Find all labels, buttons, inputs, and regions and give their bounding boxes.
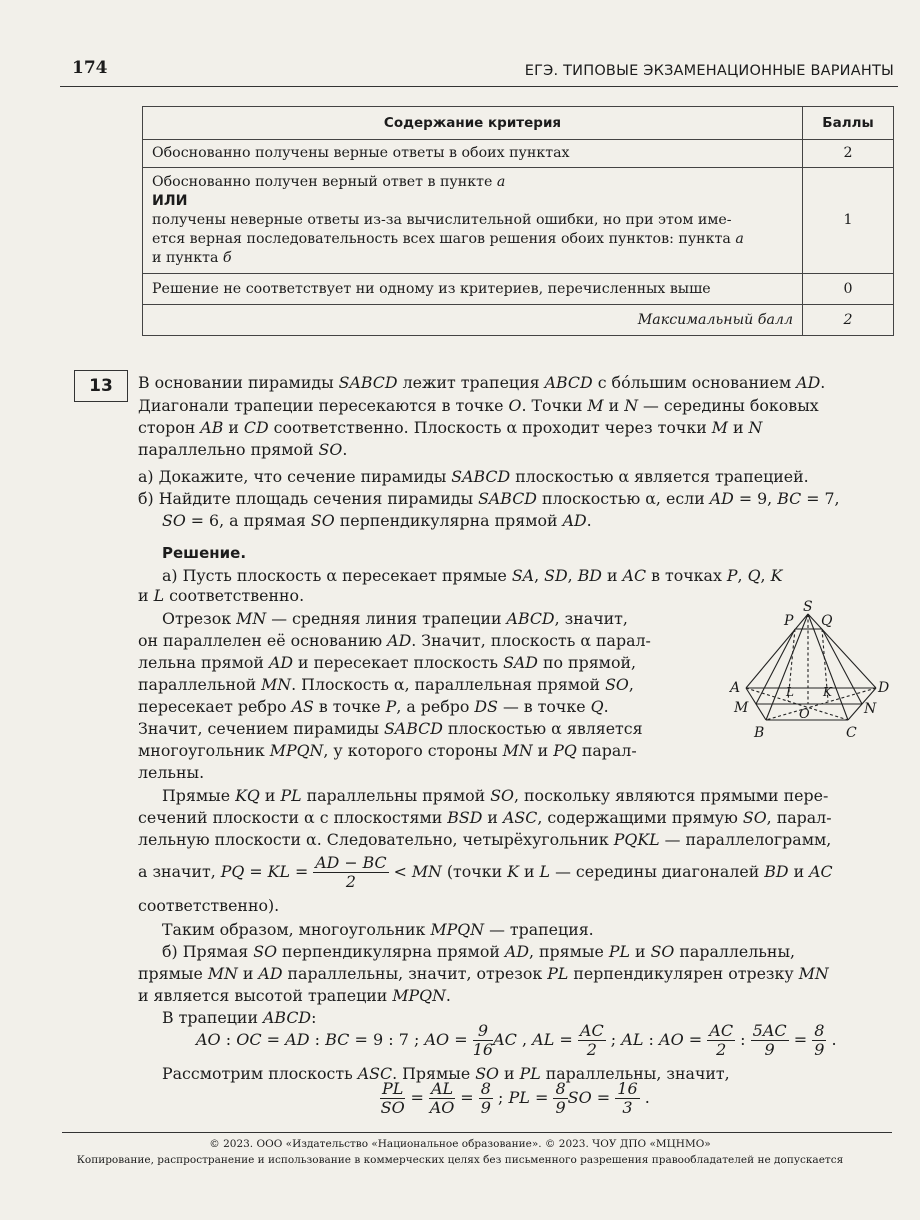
footer-copyright: © 2023. ООО «Издательство «Национальное образование». © 2023. ЧОУ ДПО «МЦНМО» [209,1138,711,1150]
solution-line: В трапеции ABCD: [162,1008,317,1027]
label-P: P [784,613,794,629]
label-O: O [799,707,810,722]
text: ется верная последовательность всех шагов решения обоих пунктов: пункта [152,231,736,247]
label-K: K [823,685,832,699]
fraction: $\frac{AL}{AO}$ [429,1079,455,1117]
solution-line: лельную плоскости α. Следовательно, четырёхугольник PQKL — параллелограмм, [138,830,832,849]
fraction: $\frac{16}{3}$ [617,1079,638,1117]
equation-pl: $\frac{PL}{SO}$ = $\frac{AL}{AO}$ = $\frac{8}{9}$ ; PL = $\frac{8}{9}$ SO = $\frac{16}{3}$ . [380,1079,650,1117]
label-Q: Q [821,613,833,629]
header-rule [60,86,898,87]
label-A: A [730,680,741,696]
solution-line: многоугольник MPQN, у которого стороны MN и PQ парал- [138,741,637,760]
solution-line: Значит, сечением пирамиды SABCD плоскостью α является [138,719,643,738]
fraction: $\frac{PL}{SO}$ [380,1079,405,1117]
question-b: б) Найдите площадь сечения пирамиды SABCD плоскостью α, если AD = 9, BC = 7, [138,489,840,508]
problem-line: сторон AB и CD соответственно. Плоскость α проходит через точки M и N [138,418,763,437]
fraction: $\frac{AC}{2}$ [709,1021,734,1059]
solution-line: Таким образом, многоугольник MPQN — трапеция. [162,920,594,939]
criterion-text [143,168,803,274]
page-number: 174 [72,58,108,78]
equation-ratios: AO : OC = AD : BC = 9 : 7 ; AO = $\frac{9}{16}$ AC , AL = $\frac{AC}{2}$ ; AL : AO = $\frac{AC}{2}$ : $\frac{5AC}{9}$ = $\frac{8}{9}$ . [196,1021,837,1059]
criteria-table [142,106,894,336]
label-D: D [878,680,890,696]
label-B: B [754,725,765,741]
label-L: L [786,685,794,699]
total-points: 2 [803,305,894,336]
criterion-text: Обоснованно получены верные ответы в обоих пунктах [143,140,803,168]
col-header-points: Баллы [803,107,894,140]
question-a: а) Докажите, что сечение пирамиды SABCD плоскостью α является трапецией. [138,467,809,486]
var: б [222,250,232,266]
label-S: S [803,600,813,615]
fraction: $\frac{AC}{2}$ [579,1021,604,1059]
table-row [143,274,894,305]
footer-rule [62,1132,892,1133]
solution-line: Прямые KQ и PL параллельны прямой SO, поскольку являются прямыми пере- [162,786,829,805]
solution-line: Рассмотрим плоскость ASC. Прямые SO и PL параллельны, значит, [162,1064,730,1083]
solution-line: пересекает ребро AS в точке P, а ребро DS — в точке Q. [138,697,609,716]
edge-SD [808,614,876,688]
var: а [496,174,506,190]
problem-number: 13 [74,370,128,402]
fraction: $\frac{8}{9}$ [555,1079,566,1117]
solution-line: б) Прямая SO перпендикулярна прямой AD, прямые PL и SO параллельны, [162,942,796,961]
solution-line: прямые MN и AD параллельны, значит, отрезок PL перпендикулярен отрезку MN [138,964,829,983]
problem-line: В основании пирамиды SABCD лежит трапеция ABCD с бóльшим основанием AD. [138,373,826,392]
solution-line: параллельной MN. Плоскость α, параллельная прямой SO, [138,675,634,694]
text: получены неверные ответы из-за вычислительной ошибки, но при этом име- [152,212,732,228]
problem-line: параллельно прямой SO. [138,440,348,459]
solution-line-formula: а значит, PQ = KL = $\frac{AD - BC}{2}$ < MN (точки K и L — середины диагоналей BD и AC [138,853,833,891]
fraction: $\frac{9}{16}$ [472,1021,494,1059]
solution-line: лельна прямой AD и пересекает плоскость SAD по прямой, [138,653,637,672]
text: и пункта [152,250,223,266]
solution-line: он параллелен её основанию AD. Значит, плоскость α парал- [138,631,651,650]
solution-line: и является высотой трапеции MPQN. [138,986,451,1005]
solution-line: а) Пусть плоскость α пересекает прямые SA, SD, BD и AC в точках P, Q, K [162,566,783,585]
solution-line: лельны. [138,763,205,782]
problem-line: Диагонали трапеции пересекаются в точке O. Точки M и N — середины боковых [138,396,819,415]
solution-line: соответственно). [138,896,280,915]
running-header: ЕГЭ. ТИПОВЫЕ ЭКЗАМЕНАЦИОННЫЕ ВАРИАНТЫ [524,63,894,79]
label-C: C [846,725,857,741]
solution-line: сечений плоскости α с плоскостями BSD и ASC, содержащими прямую SO, парал- [138,808,832,827]
pyramid-figure [726,600,896,750]
criterion-text: Решение не соответствует ни одному из критериев, перечисленных выше [143,274,803,305]
solution-title: Решение. [162,544,247,562]
table-header-row [143,107,894,140]
table-row [143,168,894,274]
label-N: N [864,701,877,717]
fraction: $\frac{8}{9}$ [814,1021,825,1059]
fraction: $\frac{AD - BC}{2}$ [315,853,387,891]
question-b-cont: SO = 6, а прямая SO перпендикулярна прямой AD. [162,511,592,530]
criterion-points: 1 [803,168,894,274]
criterion-points: 2 [803,140,894,168]
footer-legal: Копирование, распространение и использование в коммерческих целях без письменного разрешения правообладателей не допускается [76,1154,844,1166]
fraction: $\frac{5AC}{9}$ [752,1021,787,1059]
solution-line: Отрезок MN — средняя линия трапеции ABCD, значит, [162,609,628,628]
criterion-points: 0 [803,274,894,305]
col-header-content: Содержание критерия [143,107,803,140]
solution-line: и L соответственно. [138,586,305,605]
label-M: M [734,700,749,716]
table-row [143,140,894,168]
fraction: $\frac{8}{9}$ [480,1079,491,1117]
total-label: Максимальный балл [143,305,803,336]
table-row-total [143,305,894,336]
or-label: ИЛИ [152,193,188,209]
edge-SA [746,614,808,688]
text: Обоснованно получен верный ответ в пункте [152,174,497,190]
var: а [735,231,744,247]
